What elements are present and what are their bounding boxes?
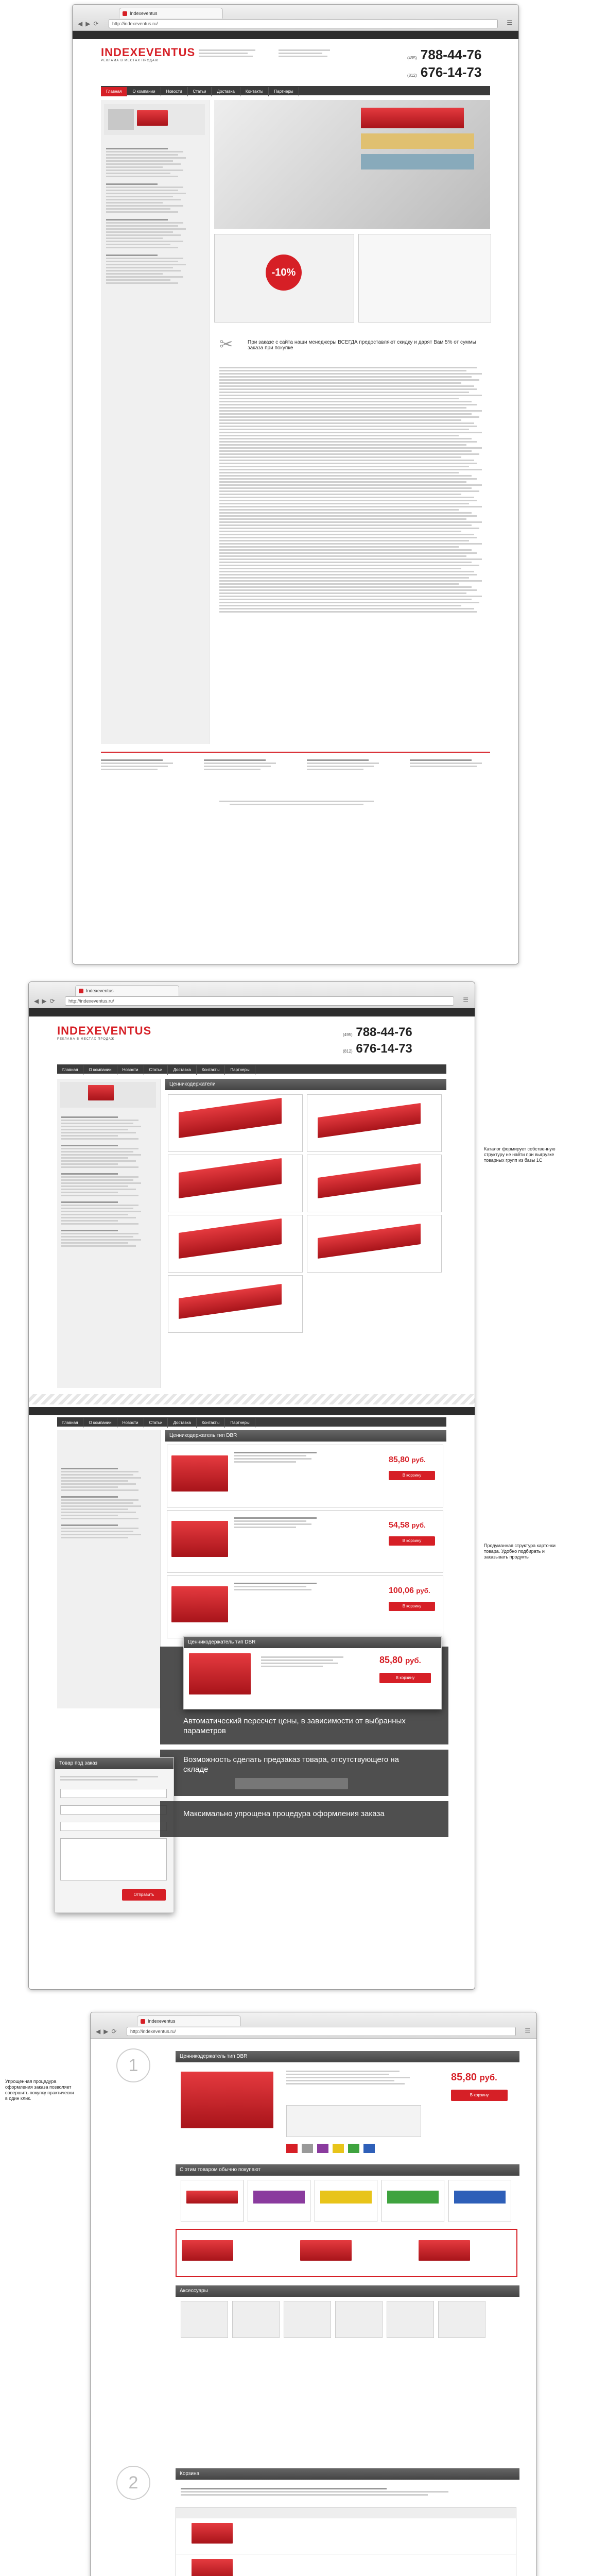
- browser-nav-icons[interactable]: ◀▶⟳: [78, 20, 102, 27]
- browser-nav-icons-2[interactable]: ◀▶⟳: [34, 997, 58, 1005]
- category-card-3[interactable]: [168, 1155, 303, 1212]
- step1-product-title: Ценникодержатель тип DBR: [176, 2051, 519, 2062]
- mid-text: При заказе с сайта наши менеджеры ВСЕГДА предоставляют скидку и дарят Вам 5% от суммы заказа при покупке: [248, 340, 476, 351]
- nav3-partners[interactable]: Партнеры: [225, 1418, 255, 1428]
- cart-row-2: [176, 2554, 516, 2576]
- add-to-cart-3[interactable]: В корзину: [389, 1602, 435, 1611]
- site-logo[interactable]: INDEXEVENTUS РЕКЛАМА В МЕСТАХ ПРОДАЖ: [101, 46, 196, 62]
- phone-spb-2: (812) 676-14-73: [343, 1042, 412, 1056]
- catalog-sidebar: [101, 100, 210, 744]
- nav2-articles[interactable]: Статьи: [144, 1065, 168, 1075]
- order-form: [55, 1757, 174, 1913]
- callout-preorder: Возможность сделать предзаказ товара, отсутствующего на складе: [183, 1755, 400, 1774]
- overlay-order: [160, 1801, 448, 1837]
- nav-contacts[interactable]: Контакты: [240, 87, 269, 96]
- preorder-button[interactable]: [235, 1778, 348, 1789]
- phone-moscow-2: (495) 788-44-76: [343, 1025, 412, 1039]
- category-card-5[interactable]: [168, 1215, 303, 1273]
- mid-icon: ✂: [219, 335, 233, 353]
- step1-price: 85,80 руб.: [451, 2072, 497, 2083]
- footer: [101, 752, 490, 820]
- hero-product-1: [361, 108, 464, 128]
- step-2-circle: 2: [116, 2466, 150, 2500]
- product-row-2: [167, 1510, 443, 1573]
- color-swatch-blue[interactable]: [363, 2144, 375, 2153]
- body-text-block: [219, 365, 487, 614]
- nav2-home[interactable]: Главная: [57, 1065, 83, 1075]
- address-bar[interactable]: http://indexeventus.ru/: [109, 19, 498, 28]
- callout-recalc: Автоматический пересчет цены, в зависимости от выбранных параметров: [183, 1717, 406, 1735]
- related-item-1[interactable]: [181, 2180, 244, 2222]
- color-swatch-green[interactable]: [348, 2144, 359, 2153]
- related-highlight: [176, 2229, 517, 2277]
- browser-chrome: [73, 5, 518, 31]
- phone-spb: (812) 676-14-73: [407, 64, 482, 80]
- order-form-submit[interactable]: Отправить: [122, 1889, 166, 1901]
- color-swatch-gray[interactable]: [302, 2144, 313, 2153]
- nav3-articles[interactable]: Статьи: [144, 1418, 168, 1428]
- nav2-about[interactable]: О компании: [83, 1065, 117, 1075]
- category-card-6[interactable]: [307, 1215, 442, 1273]
- nav2-contacts[interactable]: Контакты: [197, 1065, 225, 1075]
- header-links-2: [279, 48, 340, 59]
- nav3-news[interactable]: Новости: [117, 1418, 144, 1428]
- accessory-5[interactable]: [387, 2301, 434, 2338]
- order-form-title: Товар под заказ: [55, 1758, 173, 1769]
- browser-chrome-3: [91, 2012, 536, 2039]
- accessory-2[interactable]: [232, 2301, 280, 2338]
- main-nav-2: [57, 1064, 446, 1074]
- cart-row-1: [176, 2518, 516, 2554]
- order-form-field-comment[interactable]: [60, 1838, 167, 1880]
- browser-tab-2[interactable]: Indexeventus: [75, 985, 179, 996]
- step-1-circle: 1: [116, 2048, 150, 2082]
- related-item-5[interactable]: [448, 2180, 511, 2222]
- product-price-1: 85,80 руб.: [389, 1455, 426, 1464]
- category-card-4[interactable]: [307, 1155, 442, 1212]
- add-to-cart-2[interactable]: В корзину: [389, 1536, 435, 1546]
- note-card: Продуманная структура карточки товара. Удобно подбирать и заказывать продукты: [484, 1543, 556, 1560]
- cart-title: Корзина: [176, 2468, 519, 2480]
- note-catalog: Каталог формирует собственную структуру не найти при выгрузке товарных групп из базы 1С: [484, 1146, 556, 1163]
- related-item-4[interactable]: [381, 2180, 444, 2222]
- product-row-3: [167, 1575, 443, 1638]
- zoom-add-to-cart[interactable]: В корзину: [379, 1673, 431, 1683]
- color-swatch-purple[interactable]: [317, 2144, 328, 2153]
- cart-table: [176, 2507, 516, 2576]
- accessories-title: Аксессуары: [176, 2285, 519, 2297]
- related-item-2[interactable]: [248, 2180, 310, 2222]
- zoom-price: 85,80 руб.: [379, 1655, 421, 1665]
- top-bar: [73, 31, 518, 39]
- news-block: [358, 234, 491, 323]
- accessory-1[interactable]: [181, 2301, 228, 2338]
- site-logo-2[interactable]: INDEXEVENTUS РЕКЛАМА В МЕСТАХ ПРОДАЖ: [57, 1024, 152, 1041]
- main-nav: [101, 86, 490, 95]
- menu-icon[interactable]: ☰: [507, 19, 512, 26]
- order-form-field-phone[interactable]: [60, 1805, 167, 1815]
- hero-product-2: [361, 133, 474, 149]
- accessory-6[interactable]: [438, 2301, 485, 2338]
- color-swatch-yellow[interactable]: [333, 2144, 344, 2153]
- step1-product-image: [181, 2072, 273, 2128]
- add-to-cart-1[interactable]: В корзину: [389, 1471, 435, 1480]
- top-bar-2: [29, 1008, 475, 1016]
- zoom-product-title: Ценникодержатель тип DBR: [184, 1637, 441, 1648]
- catalog-sidebar-3: [57, 1430, 161, 1708]
- nav-home[interactable]: Главная: [101, 87, 127, 96]
- nav-about[interactable]: О компании: [127, 87, 161, 96]
- order-form-field-name[interactable]: [60, 1789, 167, 1798]
- category-card-2[interactable]: [307, 1094, 442, 1152]
- menu-icon-3[interactable]: ☰: [525, 2027, 530, 2034]
- phone-moscow: (495) 788-44-76: [407, 47, 482, 62]
- browser-tab-3[interactable]: Indexeventus: [137, 2015, 241, 2026]
- header-links: [199, 48, 266, 59]
- browser-tab[interactable]: Indexeventus: [119, 8, 223, 19]
- nav-articles[interactable]: Статьи: [188, 87, 212, 96]
- main-nav-3: [57, 1417, 446, 1427]
- note-checkout: Упрощенная процедура оформления заказа позволяет совершить покупку практически в один клик.: [5, 2079, 74, 2101]
- page-tear-divider: [29, 1394, 475, 1404]
- browser-nav-icons-3[interactable]: ◀▶⟳: [96, 2028, 120, 2035]
- nav3-delivery[interactable]: Доставка: [168, 1418, 196, 1428]
- product-list-title: Ценникодержатель тип DBR: [165, 1430, 446, 1442]
- step1-add-to-cart[interactable]: В корзину: [451, 2090, 508, 2101]
- category-card-7[interactable]: [168, 1275, 303, 1333]
- browser-window-home: [72, 4, 519, 964]
- nav-partners[interactable]: Партнеры: [269, 87, 299, 96]
- browser-window-checkout: [90, 2012, 537, 2576]
- callout-order: Максимально упрощена процедура оформления заказа: [183, 1809, 385, 1818]
- catalog-section-title: Ценникодержатели: [165, 1079, 446, 1090]
- nav3-home[interactable]: Главная: [57, 1418, 83, 1428]
- nav-delivery[interactable]: Доставка: [212, 87, 240, 96]
- nav2-delivery[interactable]: Доставка: [168, 1065, 196, 1075]
- nav-news[interactable]: Новости: [161, 87, 188, 96]
- order-form-field-email[interactable]: [60, 1822, 167, 1831]
- menu-icon-2[interactable]: ☰: [463, 996, 468, 1004]
- step1-options[interactable]: [286, 2105, 421, 2137]
- top-bar-3: [29, 1407, 475, 1415]
- nav3-contacts[interactable]: Контакты: [197, 1418, 225, 1428]
- browser-window-catalog: [28, 981, 475, 1990]
- accessory-4[interactable]: [335, 2301, 383, 2338]
- promo-discount-badge: -10%: [266, 255, 302, 291]
- related-item-3[interactable]: [315, 2180, 377, 2222]
- product-price-3: 100,06 руб.: [389, 1586, 430, 1595]
- nav3-about[interactable]: О компании: [83, 1418, 117, 1428]
- nav2-news[interactable]: Новости: [117, 1065, 144, 1075]
- catalog-sidebar-2: [57, 1079, 161, 1388]
- address-bar-3[interactable]: http://indexeventus.ru/: [127, 2027, 516, 2036]
- browser-chrome-2: [29, 982, 475, 1008]
- zoom-product-card: [183, 1636, 442, 1709]
- step1-other-types: С этим товаром обычно покупают: [176, 2164, 519, 2176]
- product-price-2: 54,58 руб.: [389, 1521, 426, 1530]
- accessory-3[interactable]: [284, 2301, 331, 2338]
- hero-product-3: [361, 154, 474, 170]
- product-row-1: [167, 1445, 443, 1507]
- address-bar-2[interactable]: http://indexeventus.ru/: [65, 996, 454, 1006]
- nav2-partners[interactable]: Партнеры: [225, 1065, 255, 1075]
- color-swatch-red[interactable]: [286, 2144, 298, 2153]
- category-card-1[interactable]: [168, 1094, 303, 1152]
